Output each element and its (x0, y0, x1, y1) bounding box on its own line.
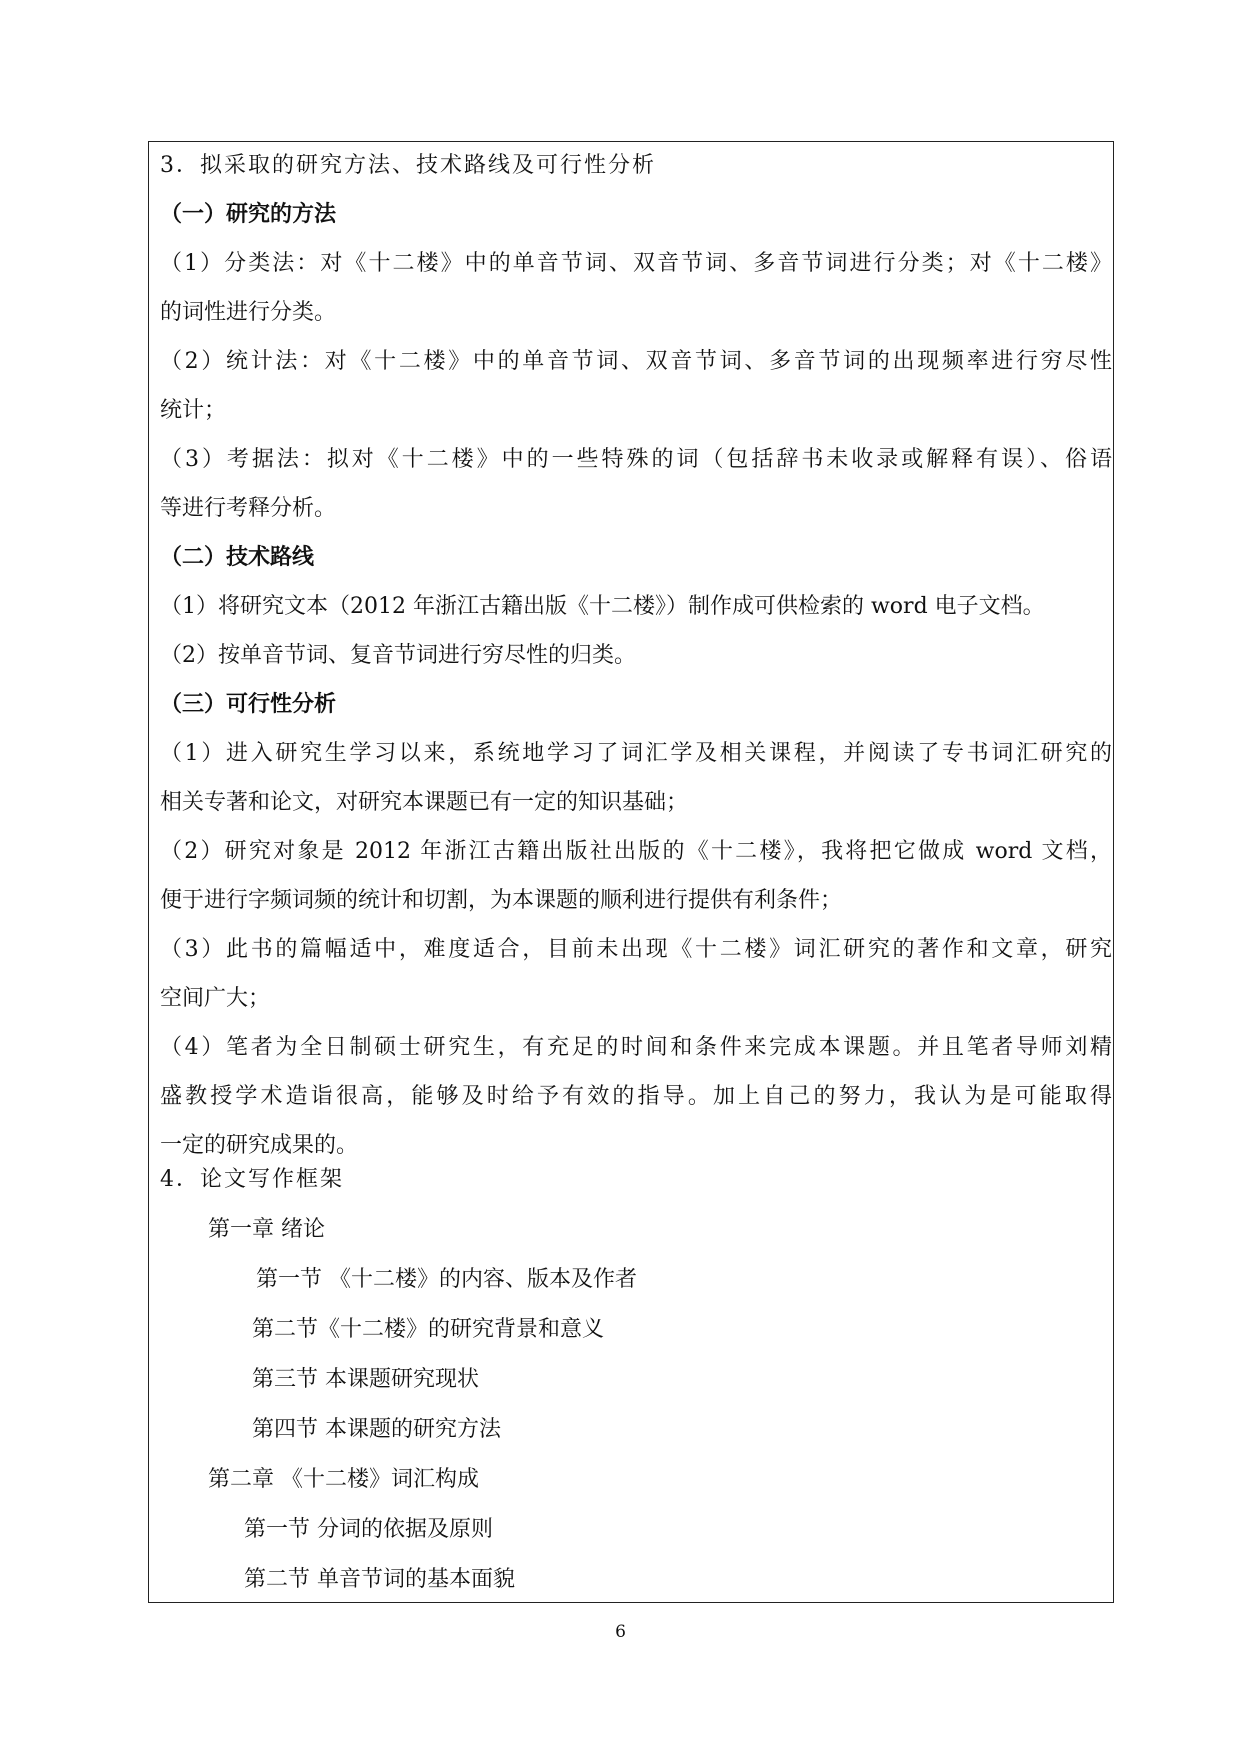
methods-line-6: 等进行考释分析。 (160, 496, 337, 521)
outline-ch2-section-1: 第一节 分词的依据及原则 (244, 1517, 493, 1542)
section-3-title: 3．拟采取的研究方法、技术路线及可行性分析 (160, 153, 656, 178)
route-line-2: （2）按单音节词、复音节词进行穷尽性的归类。 (160, 643, 636, 668)
outline-ch1-section-3: 第三节 本课题研究现状 (252, 1367, 479, 1392)
outline-chapter-2: 第二章 《十二楼》词汇构成 (208, 1467, 479, 1492)
feasibility-line-4: 便于进行字频词频的统计和切割，为本课题的顺利进行提供有利条件； (160, 888, 843, 913)
outline-ch2-section-2: 第二节 单音节词的基本面貌 (244, 1567, 515, 1592)
feasibility-line-3: （2）研究对象是 2012 年浙江古籍出版社出版的《十二楼》，我将把它做成 word 文档， (160, 839, 1112, 864)
outline-ch1-section-2: 第二节《十二楼》的研究背景和意义 (252, 1317, 605, 1342)
feasibility-heading: （三）可行性分析 (160, 692, 337, 717)
methods-line-3: （2）统计法：对《十二楼》中的单音节词、双音节词、多音节词的出现频率进行穷尽性 (160, 349, 1112, 374)
feasibility-line-9: 一定的研究成果的。 (160, 1133, 359, 1158)
methods-line-5: （3）考据法：拟对《十二楼》中的一些特殊的词（包括辞书未收录或解释有误）、俗语 (160, 447, 1112, 472)
route-line-1: （1）将研究文本（2012 年浙江古籍出版《十二楼》）制作成可供检索的 word 电子文档。 (160, 594, 1045, 619)
feasibility-line-1: （1）进入研究生学习以来，系统地学习了词汇学及相关课程，并阅读了专书词汇研究的 (160, 741, 1112, 766)
feasibility-line-2: 相关专著和论文，对研究本课题已有一定的知识基础； (160, 790, 689, 815)
route-heading: （二）技术路线 (160, 545, 315, 570)
feasibility-line-5: （3）此书的篇幅适中，难度适合，目前未出现《十二楼》词汇研究的著作和文章，研究 (160, 937, 1112, 962)
feasibility-line-6: 空间广大； (160, 986, 271, 1011)
methods-line-2: 的词性进行分类。 (160, 300, 337, 325)
section-4-title: 4．论文写作框架 (160, 1167, 344, 1192)
feasibility-line-8: 盛教授学术造诣很高，能够及时给予有效的指导。加上自己的努力，我认为是可能取得 (160, 1084, 1112, 1109)
outline-ch1-section-4: 第四节 本课题的研究方法 (252, 1417, 501, 1442)
page-number: 6 (615, 1622, 626, 1642)
outline-chapter-1: 第一章 绪论 (208, 1217, 325, 1242)
methods-heading: （一）研究的方法 (160, 202, 337, 227)
methods-line-1: （1）分类法：对《十二楼》中的单音节词、双音节词、多音节词进行分类；对《十二楼》 (160, 251, 1112, 276)
outline-ch1-section-1: 第一节 《十二楼》的内容、版本及作者 (256, 1267, 637, 1292)
feasibility-line-7: （4）笔者为全日制硕士研究生，有充足的时间和条件来完成本课题。并且笔者导师刘精 (160, 1035, 1112, 1060)
methods-line-4: 统计； (160, 398, 227, 423)
